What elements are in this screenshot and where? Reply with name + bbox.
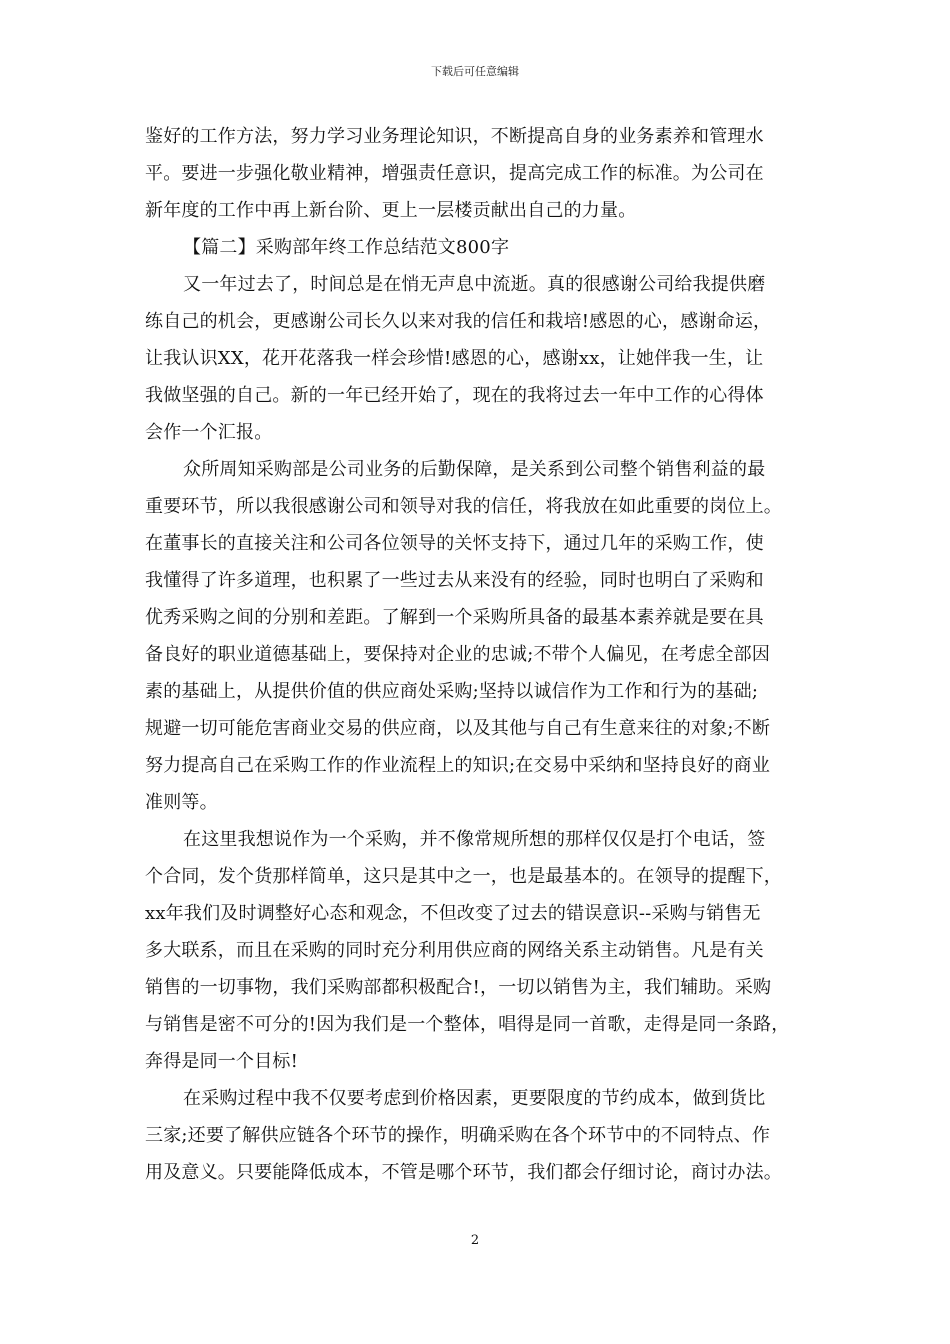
text-line: xx年我们及时调整好心态和观念，不但改变了过去的错误意识--采购与销售无: [145, 903, 761, 924]
text-line: 在董事长的直接关注和公司各位领导的关怀支持下，通过几年的采购工作，使: [145, 533, 764, 554]
text-line: 三家;还要了解供应链各个环节的操作，明确采购在各个环节中的不同特点、作: [145, 1125, 771, 1146]
text-line: 在这里我想说作为一个采购，并不像常规所想的那样仅仅是打个电话，签: [183, 829, 766, 850]
text-line: 奔得是同一个目标!: [145, 1051, 299, 1072]
text-line: 在采购过程中我不仅要考虑到价格因素，更要限度的节约成本，做到货比: [183, 1088, 766, 1109]
text-line: 我懂得了许多道理，也积累了一些过去从来没有的经验，同时也明白了采购和: [145, 570, 764, 591]
text-line: 新年度的工作中再上新台阶、更上一层楼贡献出自己的力量。: [145, 200, 637, 221]
section-heading: 【篇二】采购部年终工作总结范文800字: [183, 237, 510, 258]
text-line: 会作一个汇报。: [145, 422, 273, 443]
page-header: 下载后可任意编辑: [431, 65, 519, 78]
page-number: 2: [470, 1233, 480, 1248]
text-line: 鉴好的工作方法，努力学习业务理论知识，不断提高自身的业务素养和管理水: [145, 126, 764, 147]
text-line: 与销售是密不可分的!因为我们是一个整体，唱得是同一首歌，走得是同一条路，: [145, 1014, 790, 1035]
text-line: 用及意义。只要能降低成本，不管是哪个环节，我们都会仔细讨论，商讨办法。: [145, 1162, 782, 1183]
text-line: 又一年过去了，时间总是在悄无声息中流逝。真的很感谢公司给我提供磨: [183, 274, 766, 295]
text-line: 规避一切可能危害商业交易的供应商，以及其他与自己有生意来往的对象;不断: [145, 718, 771, 739]
text-line: 平。要进一步强化敬业精神，增强责任意识，提高完成工作的标准。为公司在: [145, 163, 764, 184]
text-line: 备良好的职业道德基础上，要保持对企业的忠诚;不带个人偏见，在考虑全部因: [145, 644, 771, 665]
document-body: [145, 118, 825, 1191]
text-line: 我做坚强的自己。新的一年已经开始了，现在的我将过去一年中工作的心得体: [145, 385, 764, 406]
text-line: 销售的一切事物，我们采购部都积极配合!，一切以销售为主，我们辅助。采购: [145, 977, 772, 998]
text-line: 多大联系，而且在采购的同时充分利用供应商的网络关系主动销售。凡是有关: [145, 940, 764, 961]
text-line: 众所周知采购部是公司业务的后勤保障，是关系到公司整个销售利益的最: [183, 459, 766, 480]
text-line: 素的基础上，从提供价值的供应商处采购;坚持以诚信作为工作和行为的基础;: [145, 681, 759, 702]
text-line: 准则等。: [145, 792, 218, 813]
text-line: 练自己的机会，更感谢公司长久以来对我的信任和栽培!感恩的心，感谢命运，: [145, 311, 772, 332]
text-line: 重要环节，所以我很感谢公司和领导对我的信任，将我放在如此重要的岗位上。: [145, 496, 782, 517]
text-line: 优秀采购之间的分别和差距。了解到一个采购所具备的最基本素养就是要在具: [145, 607, 764, 628]
text-line: 努力提高自己在采购工作的作业流程上的知识;在交易中采纳和坚持良好的商业: [145, 755, 771, 776]
text-line: 个合同，发个货那样简单，这只是其中之一，也是最基本的。在领导的提醒下，: [145, 866, 782, 887]
text-line: 让我认识XX，花开花落我一样会珍惜!感恩的心，感谢xx，让她伴我一生，让: [145, 348, 764, 369]
